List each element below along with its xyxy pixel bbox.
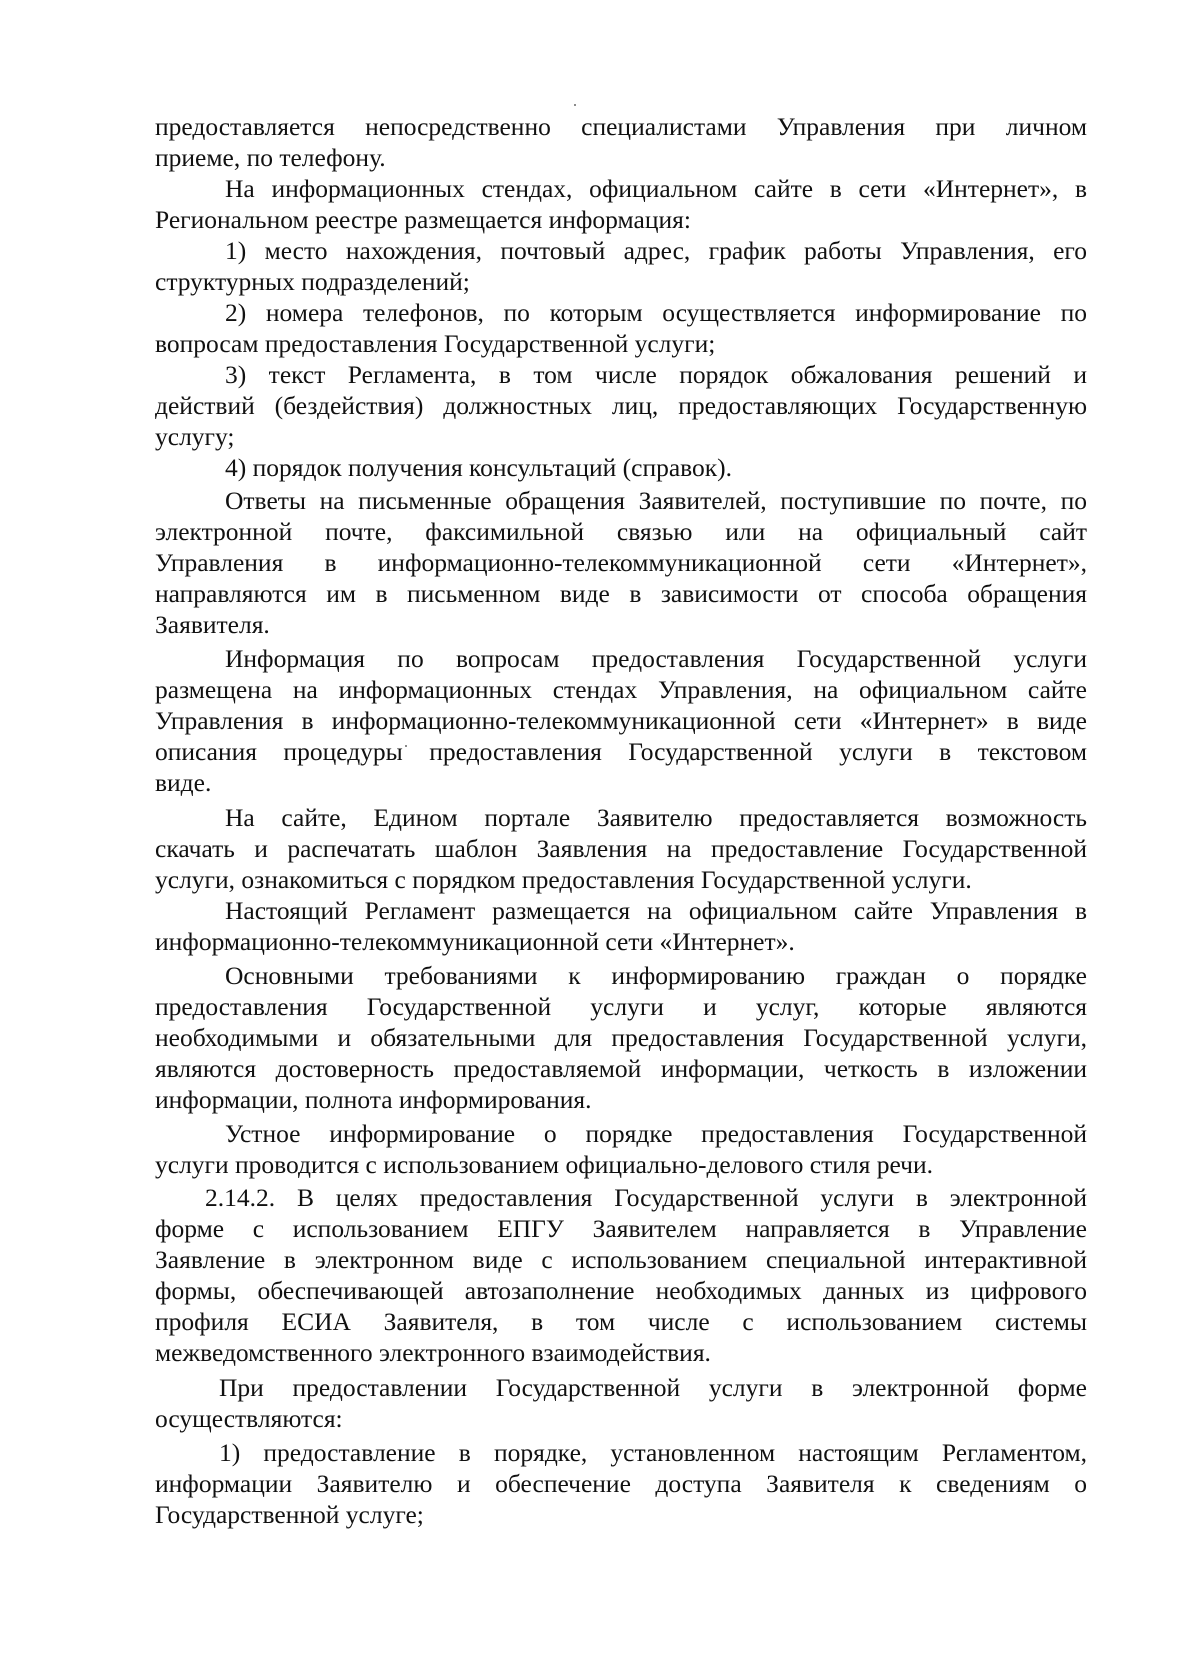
text-line: предоставления Государственной услуги и услуг, которые являются (155, 992, 1087, 1021)
text-line: действий (бездействия) должностных лиц, предоставляющих Государственную (155, 391, 1087, 420)
text-line: профиля ЕСИА Заявителя, в том числе с использованием системы (155, 1307, 1087, 1336)
text-line: осуществляются: (155, 1404, 343, 1433)
text-line: форме с использованием ЕПГУ Заявителем направляется в Управление (155, 1214, 1087, 1243)
text-line: приеме, по телефону. (155, 143, 386, 172)
text-line: являются достоверность предоставляемой информации, четкость в изложении (155, 1054, 1087, 1083)
text-line: направляются им в письменном виде в зависимости от способа обращения (155, 579, 1087, 608)
paragraph (155, 235, 1087, 297)
paragraph (155, 643, 1087, 798)
text-line: 3) текст Регламента, в том числе порядок обжалования решений и (225, 360, 1087, 389)
text-line: информации Заявителю и обеспечение доступа Заявителя к сведениям о (155, 1469, 1087, 1498)
text-line: Заявителя. (155, 610, 270, 639)
text-line: скачать и распечатать шаблон Заявления на предоставление Государственной (155, 834, 1087, 863)
paragraph (155, 1182, 1087, 1368)
document-body (155, 111, 1087, 1530)
paragraph (155, 1118, 1087, 1180)
paragraph (155, 485, 1087, 640)
paragraph (155, 960, 1087, 1115)
text-line: 4) порядок получения консультаций (справок). (225, 453, 733, 482)
paragraph (155, 802, 1087, 895)
text-line: вопросам предоставления Государственной услуги; (155, 329, 716, 358)
text-line: межведомственного электронного взаимодействия. (155, 1338, 711, 1367)
paragraph (155, 359, 1087, 452)
text-line: информации, полнота информирования. (155, 1085, 592, 1114)
text-line: Информация по вопросам предоставления Государственной услуги (225, 644, 1087, 673)
paragraph (155, 452, 1087, 483)
text-line: Управления в информационно-телекоммуникационной сети «Интернет» в виде (155, 706, 1087, 735)
text-line: электронной почте, факсимильной связью или на официальный сайт (155, 517, 1087, 546)
paragraph (155, 1372, 1087, 1434)
paragraph (155, 895, 1087, 957)
text-line: услуги, ознакомиться с порядком предоставления Государственной услуги. (155, 865, 972, 894)
text-line: информационно-телекоммуникационной сети «Интернет». (155, 927, 795, 956)
text-line: На сайте, Едином портале Заявителю предоставляется возможность (225, 803, 1087, 832)
text-line: необходимыми и обязательными для предоставления Государственной услуги, (155, 1023, 1087, 1052)
text-line: 1) место нахождения, почтовый адрес, график работы Управления, его (225, 236, 1087, 265)
text-line: При предоставлении Государственной услуги в электронной форме (219, 1373, 1087, 1402)
text-line: формы, обеспечивающей автозаполнение необходимых данных из цифрового (155, 1276, 1087, 1305)
text-line: 1) предоставление в порядке, установленном настоящим Регламентом, (219, 1438, 1087, 1467)
text-line: На информационных стендах, официальном сайте в сети «Интернет», в (225, 174, 1087, 203)
paragraph (155, 297, 1087, 359)
text-line: предоставляется непосредственно специалистами Управления при личном (155, 112, 1087, 141)
text-line: Управления в информационно-телекоммуникационной сети «Интернет», (155, 548, 1087, 577)
paragraph (155, 111, 1087, 173)
text-line: Устное информирование о порядке предоставления Государственной (225, 1119, 1087, 1148)
scan-speck (574, 104, 576, 106)
text-line: Настоящий Регламент размещается на официальном сайте Управления в (225, 896, 1087, 925)
text-line: Ответы на письменные обращения Заявителей, поступившие по почте, по (225, 486, 1087, 515)
text-line: структурных подразделений; (155, 267, 470, 296)
text-line: услуги проводится с использованием официально-делового стиля речи. (155, 1150, 933, 1179)
text-line: услугу; (155, 422, 235, 451)
text-line: Региональном реестре размещается информация: (155, 205, 691, 234)
paragraph (155, 1437, 1087, 1530)
text-line: 2.14.2. В целях предоставления Государственной услуги в электронной (205, 1183, 1087, 1212)
text-line: виде. (155, 768, 212, 797)
text-line: размещена на информационных стендах Управления, на официальном сайте (155, 675, 1087, 704)
text-line: 2) номера телефонов, по которым осуществляется информирование по (225, 298, 1087, 327)
text-line: Заявление в электронном виде с использованием специальной интерактивной (155, 1245, 1087, 1274)
text-line: Государственной услуге; (155, 1500, 424, 1529)
text-line: Основными требованиями к информированию граждан о порядке (225, 961, 1087, 990)
paragraph (155, 173, 1087, 235)
text-line: описания процедуры предоставления Государственной услуги в текстовом (155, 737, 1087, 766)
